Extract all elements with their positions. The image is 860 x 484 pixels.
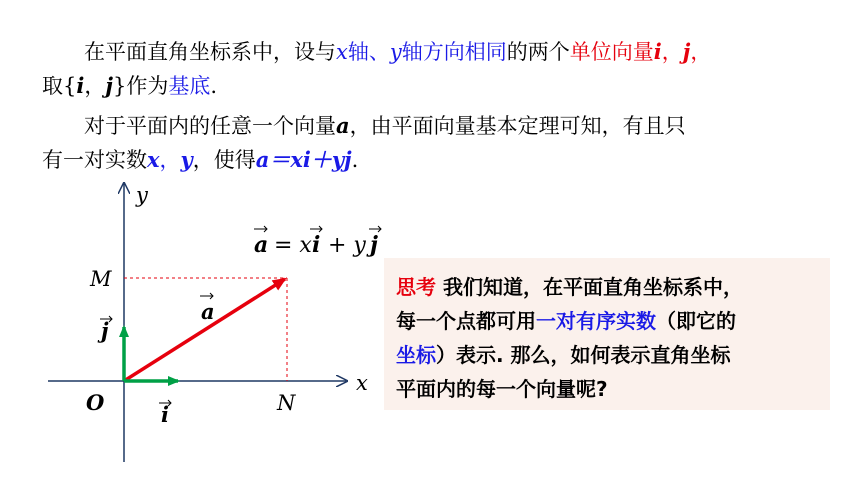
vector-formula: [254, 232, 378, 258]
x-axis-var: x: [336, 40, 348, 64]
text: 有一对实数: [42, 148, 147, 172]
coordinate-diagram: [0, 170, 384, 470]
think-title: 思考: [396, 275, 436, 299]
text: 平面内的每一个向量呢?: [396, 377, 608, 401]
label-a: a: [201, 299, 215, 324]
y-axis-var: y: [389, 40, 402, 64]
text: ，: [159, 148, 181, 172]
text: （即它的: [656, 309, 736, 333]
vector-j: j: [682, 39, 691, 64]
text: 对于平面内的任意一个向量: [84, 114, 336, 138]
text: 轴、: [347, 40, 390, 64]
text: ，: [661, 40, 683, 64]
same-direction-term: 轴方向相同: [401, 40, 507, 64]
vector-i: i: [76, 73, 85, 98]
label-N: N: [277, 391, 296, 415]
think-line-4: [396, 372, 820, 406]
coordinate-term: 坐标: [396, 343, 436, 367]
vector-j: j: [105, 73, 113, 98]
label-x: x: [356, 371, 368, 395]
paragraph-1: [42, 35, 842, 103]
decomposition-equation: a＝xi＋yj: [255, 147, 352, 172]
text: ，: [690, 40, 712, 64]
vector-a: a: [336, 113, 350, 138]
label-M: M: [90, 267, 112, 291]
vector-i: i: [653, 39, 662, 64]
text: 取{: [42, 74, 77, 98]
text: ，由平面向量基本定理可知，有且只: [349, 114, 686, 138]
real-y: y: [180, 147, 193, 172]
think-line-3: [396, 338, 820, 372]
vector-a-arrow: [124, 279, 285, 381]
real-x: x: [147, 147, 160, 172]
indent: [42, 114, 84, 138]
ordered-pair-term: 一对有序实数: [536, 309, 656, 333]
text: ）表示. 那么，如何表示直角坐标: [436, 343, 731, 367]
label-origin: O: [86, 390, 105, 415]
indent: [42, 40, 84, 64]
formula-i: i: [312, 232, 321, 258]
unit-vector-term: 单位向量: [569, 40, 654, 64]
label-i: i: [161, 402, 169, 427]
think-line-2: [396, 304, 820, 338]
text: 每一个点都可用: [396, 309, 536, 333]
text: .: [351, 148, 359, 172]
basis-term: 基底: [168, 74, 211, 98]
think-line-1: [396, 270, 820, 304]
paragraph-2: [42, 109, 842, 177]
text: ，: [84, 74, 106, 98]
formula-a: a: [254, 232, 269, 258]
formula-plus-y: + y: [328, 233, 366, 258]
text: 我们知道，在平面直角坐标系中，: [436, 275, 743, 299]
text: ，使得: [192, 148, 256, 172]
think-box: [384, 258, 830, 410]
text: 在平面直角坐标系中，设与: [84, 40, 336, 64]
formula-j: j: [370, 232, 378, 258]
formula-eq-x: = x: [274, 233, 312, 258]
label-j: j: [101, 318, 109, 343]
text: 的两个: [506, 40, 570, 64]
text: .: [210, 74, 218, 98]
text: }作为: [112, 74, 169, 98]
label-y: y: [136, 183, 148, 207]
